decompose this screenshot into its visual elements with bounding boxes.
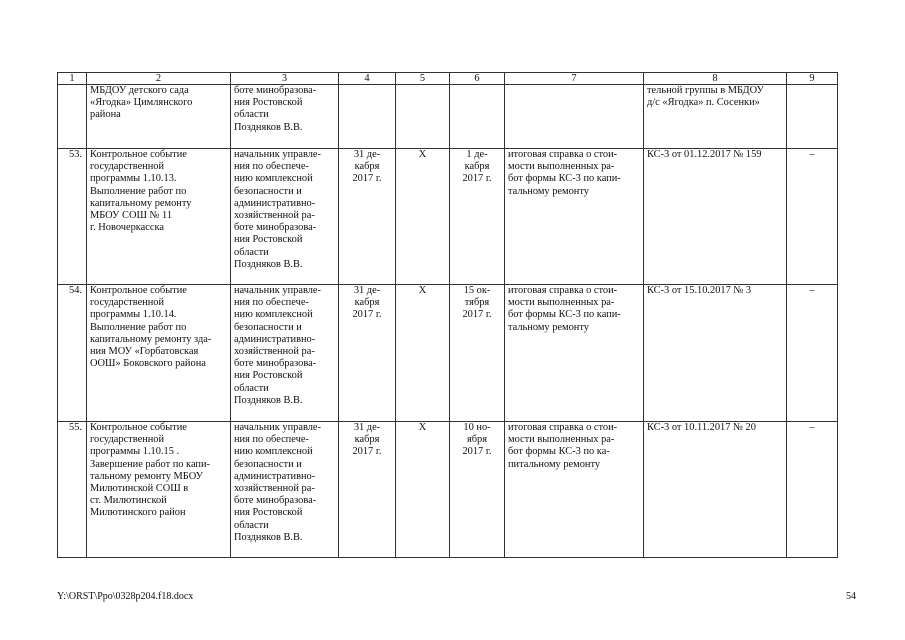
fact-date (450, 85, 505, 149)
row-number: 54. (58, 285, 87, 422)
event-description: Контрольное событие государственной программы 1.10.13. Выполнение работ по капитальному ремонту МБОУ СОШ № 11 г. Новочеркасска (87, 149, 231, 285)
row-number: 53. (58, 149, 87, 285)
note: – (787, 149, 838, 285)
mark: Х (396, 149, 450, 285)
mark (396, 85, 450, 149)
column-number-row (58, 73, 838, 85)
note: – (787, 285, 838, 422)
fact-date: 15 ок- тября 2017 г. (450, 285, 505, 422)
table-row (58, 285, 838, 422)
document-type: итоговая справка о стои- мости выполненных ра- бот формы КС-3 по ка- питальному ремонту (505, 422, 644, 558)
plan-date: 31 де- кабря 2017 г. (339, 285, 396, 422)
col-number-7: 7 (505, 73, 644, 85)
col-number-6: 6 (450, 73, 505, 85)
responsible-person: боте минобразова- ния Ростовской области Поздняков В.В. (231, 85, 339, 149)
plan-date (339, 85, 396, 149)
document-reference: КС-3 от 01.12.2017 № 159 (644, 149, 787, 285)
note: – (787, 422, 838, 558)
col-number-3: 3 (231, 73, 339, 85)
col-number-1: 1 (58, 73, 87, 85)
plan-date: 31 де- кабря 2017 г. (339, 422, 396, 558)
event-description: МБДОУ детского сада «Ягодка» Цимлянского района (87, 85, 231, 149)
document-reference: тельной группы в МБДОУ д/с «Ягодка» п. Сосенки» (644, 85, 787, 149)
mark: Х (396, 422, 450, 558)
fact-date: 1 де- кабря 2017 г. (450, 149, 505, 285)
table-row (58, 85, 838, 149)
table-row (58, 149, 838, 285)
document-reference: КС-3 от 15.10.2017 № 3 (644, 285, 787, 422)
col-number-5: 5 (396, 73, 450, 85)
event-description: Контрольное событие государственной программы 1.10.15 . Завершение работ по капи- тальному ремонту МБОУ Милютинской СОШ в ст. Милютинской Милютинского район (87, 422, 231, 558)
document-type: итоговая справка о стои- мости выполненных ра- бот формы КС-3 по капи- тальному ремонту (505, 149, 644, 285)
responsible-person: начальник управле- ния по обеспече- нию комплексной безопасности и административно- хозяйственной ра- боте минобразова- ния Ростовской области Поздняков В.В. (231, 422, 339, 558)
report-table (57, 72, 838, 558)
plan-date: 31 де- кабря 2017 г. (339, 149, 396, 285)
col-number-4: 4 (339, 73, 396, 85)
col-number-9: 9 (787, 73, 838, 85)
row-number: 55. (58, 422, 87, 558)
document-type: итоговая справка о стои- мости выполненных ра- бот формы КС-3 по капи- тальному ремонту (505, 285, 644, 422)
document-reference: КС-3 от 10.11.2017 № 20 (644, 422, 787, 558)
responsible-person: начальник управле- ния по обеспече- нию комплексной безопасности и административно- хозяйственной ра- боте минобразова- ния Ростовской области Поздняков В.В. (231, 285, 339, 422)
table-row (58, 422, 838, 558)
document-type (505, 85, 644, 149)
mark: Х (396, 285, 450, 422)
footer-file-path: Y:\ORST\Ppo\0328p204.f18.docx (57, 591, 194, 602)
page-number: 54 (846, 591, 856, 602)
responsible-person: начальник управле- ния по обеспече- нию комплексной безопасности и административно- хозяйственной ра- боте минобразова- ния Ростовской области Поздняков В.В. (231, 149, 339, 285)
fact-date: 10 но- ября 2017 г. (450, 422, 505, 558)
row-number (58, 85, 87, 149)
event-description: Контрольное событие государственной программы 1.10.14. Выполнение работ по капитальному ремонту зда- ния МОУ «Горбатовская ООШ» Боковского района (87, 285, 231, 422)
note (787, 85, 838, 149)
col-number-2: 2 (87, 73, 231, 85)
col-number-8: 8 (644, 73, 787, 85)
